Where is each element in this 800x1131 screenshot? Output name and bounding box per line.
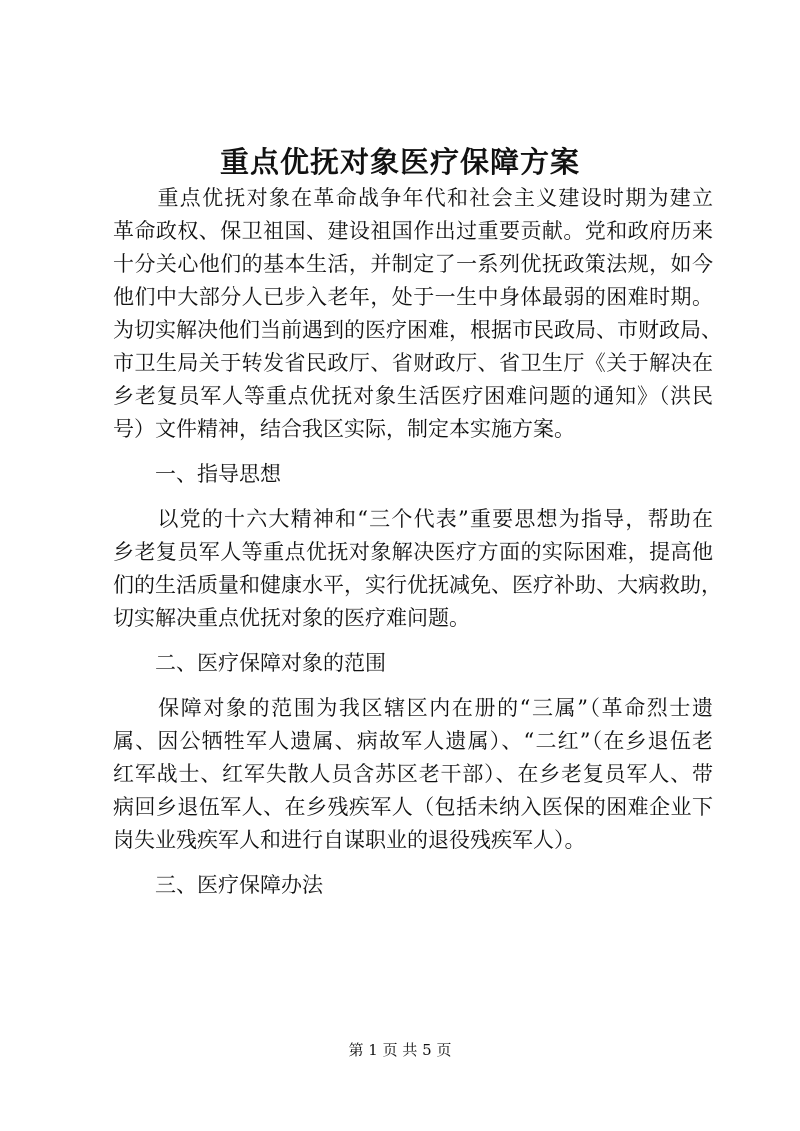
text-line: 乡老复员军人等重点优抚对象生活医疗困难问题的通知》（洪民 — [113, 384, 713, 408]
paragraph — [113, 647, 713, 680]
text-line: 他们中大部分人已步入老年，处于一生中身体最弱的困难时期。 — [113, 285, 713, 309]
text-line: 红军战士、红军失散人员含苏区老干部）、在乡老复员军人、带 — [113, 762, 713, 786]
paragraph — [113, 869, 713, 902]
text-line: 属、因公牺牲军人遗属、病故军人遗属）、“二红”（在乡退伍老 — [113, 729, 713, 753]
page-footer: 第 1 页 共 5 页 — [348, 1041, 452, 1059]
text-line: 二、医疗保障对象的范围 — [113, 651, 386, 675]
text-line: 革命政权、保卫祖国、建设祖国作出过重要贡献。党和政府历来 — [113, 219, 713, 243]
text-line: 乡老复员军人等重点优抚对象解决医疗方面的实际困难，提高他 — [113, 540, 713, 564]
text-line: 保障对象的范围为我区辖区内在册的“三属”（革命烈士遗 — [113, 696, 713, 720]
text-line: 十分关心他们的基本生活，并制定了一系列优抚政策法规，如今 — [113, 252, 713, 276]
paragraph — [113, 182, 722, 446]
text-line: 重点优抚对象在革命战争年代和社会主义建设时期为建立 — [113, 186, 713, 210]
text-line: 切实解决重点优抚对象的医疗难问题。 — [113, 606, 470, 630]
text-line: 一、指导思想 — [113, 462, 281, 486]
paragraph — [113, 503, 722, 635]
document-body — [113, 182, 722, 902]
paragraph — [113, 692, 713, 857]
paragraph — [113, 458, 713, 491]
text-line: 三、医疗保障办法 — [113, 873, 323, 897]
text-line: 以党的十六大精神和“三个代表”重要思想为指导，帮助在 — [113, 507, 713, 531]
text-line: 市卫生局关于转发省民政厅、省财政厅、省卫生厅《关于解决在 — [113, 351, 713, 375]
text-line: 病回乡退伍军人、在乡残疾军人（包括未纳入医保的困难企业下 — [113, 795, 713, 819]
text-line: 们的生活质量和健康水平，实行优抚减免、医疗补助、大病救助， — [113, 573, 722, 597]
text-line: 为切实解决他们当前遇到的医疗困难，根据市民政局、市财政局、 — [113, 318, 722, 342]
text-line: 岗失业残疾军人和进行自谋职业的退役残疾军人）。 — [113, 828, 586, 852]
document-title: 重点优抚对象医疗保障方案 — [219, 145, 580, 179]
text-line: 号）文件精神，结合我区实际，制定本实施方案。 — [113, 417, 575, 441]
